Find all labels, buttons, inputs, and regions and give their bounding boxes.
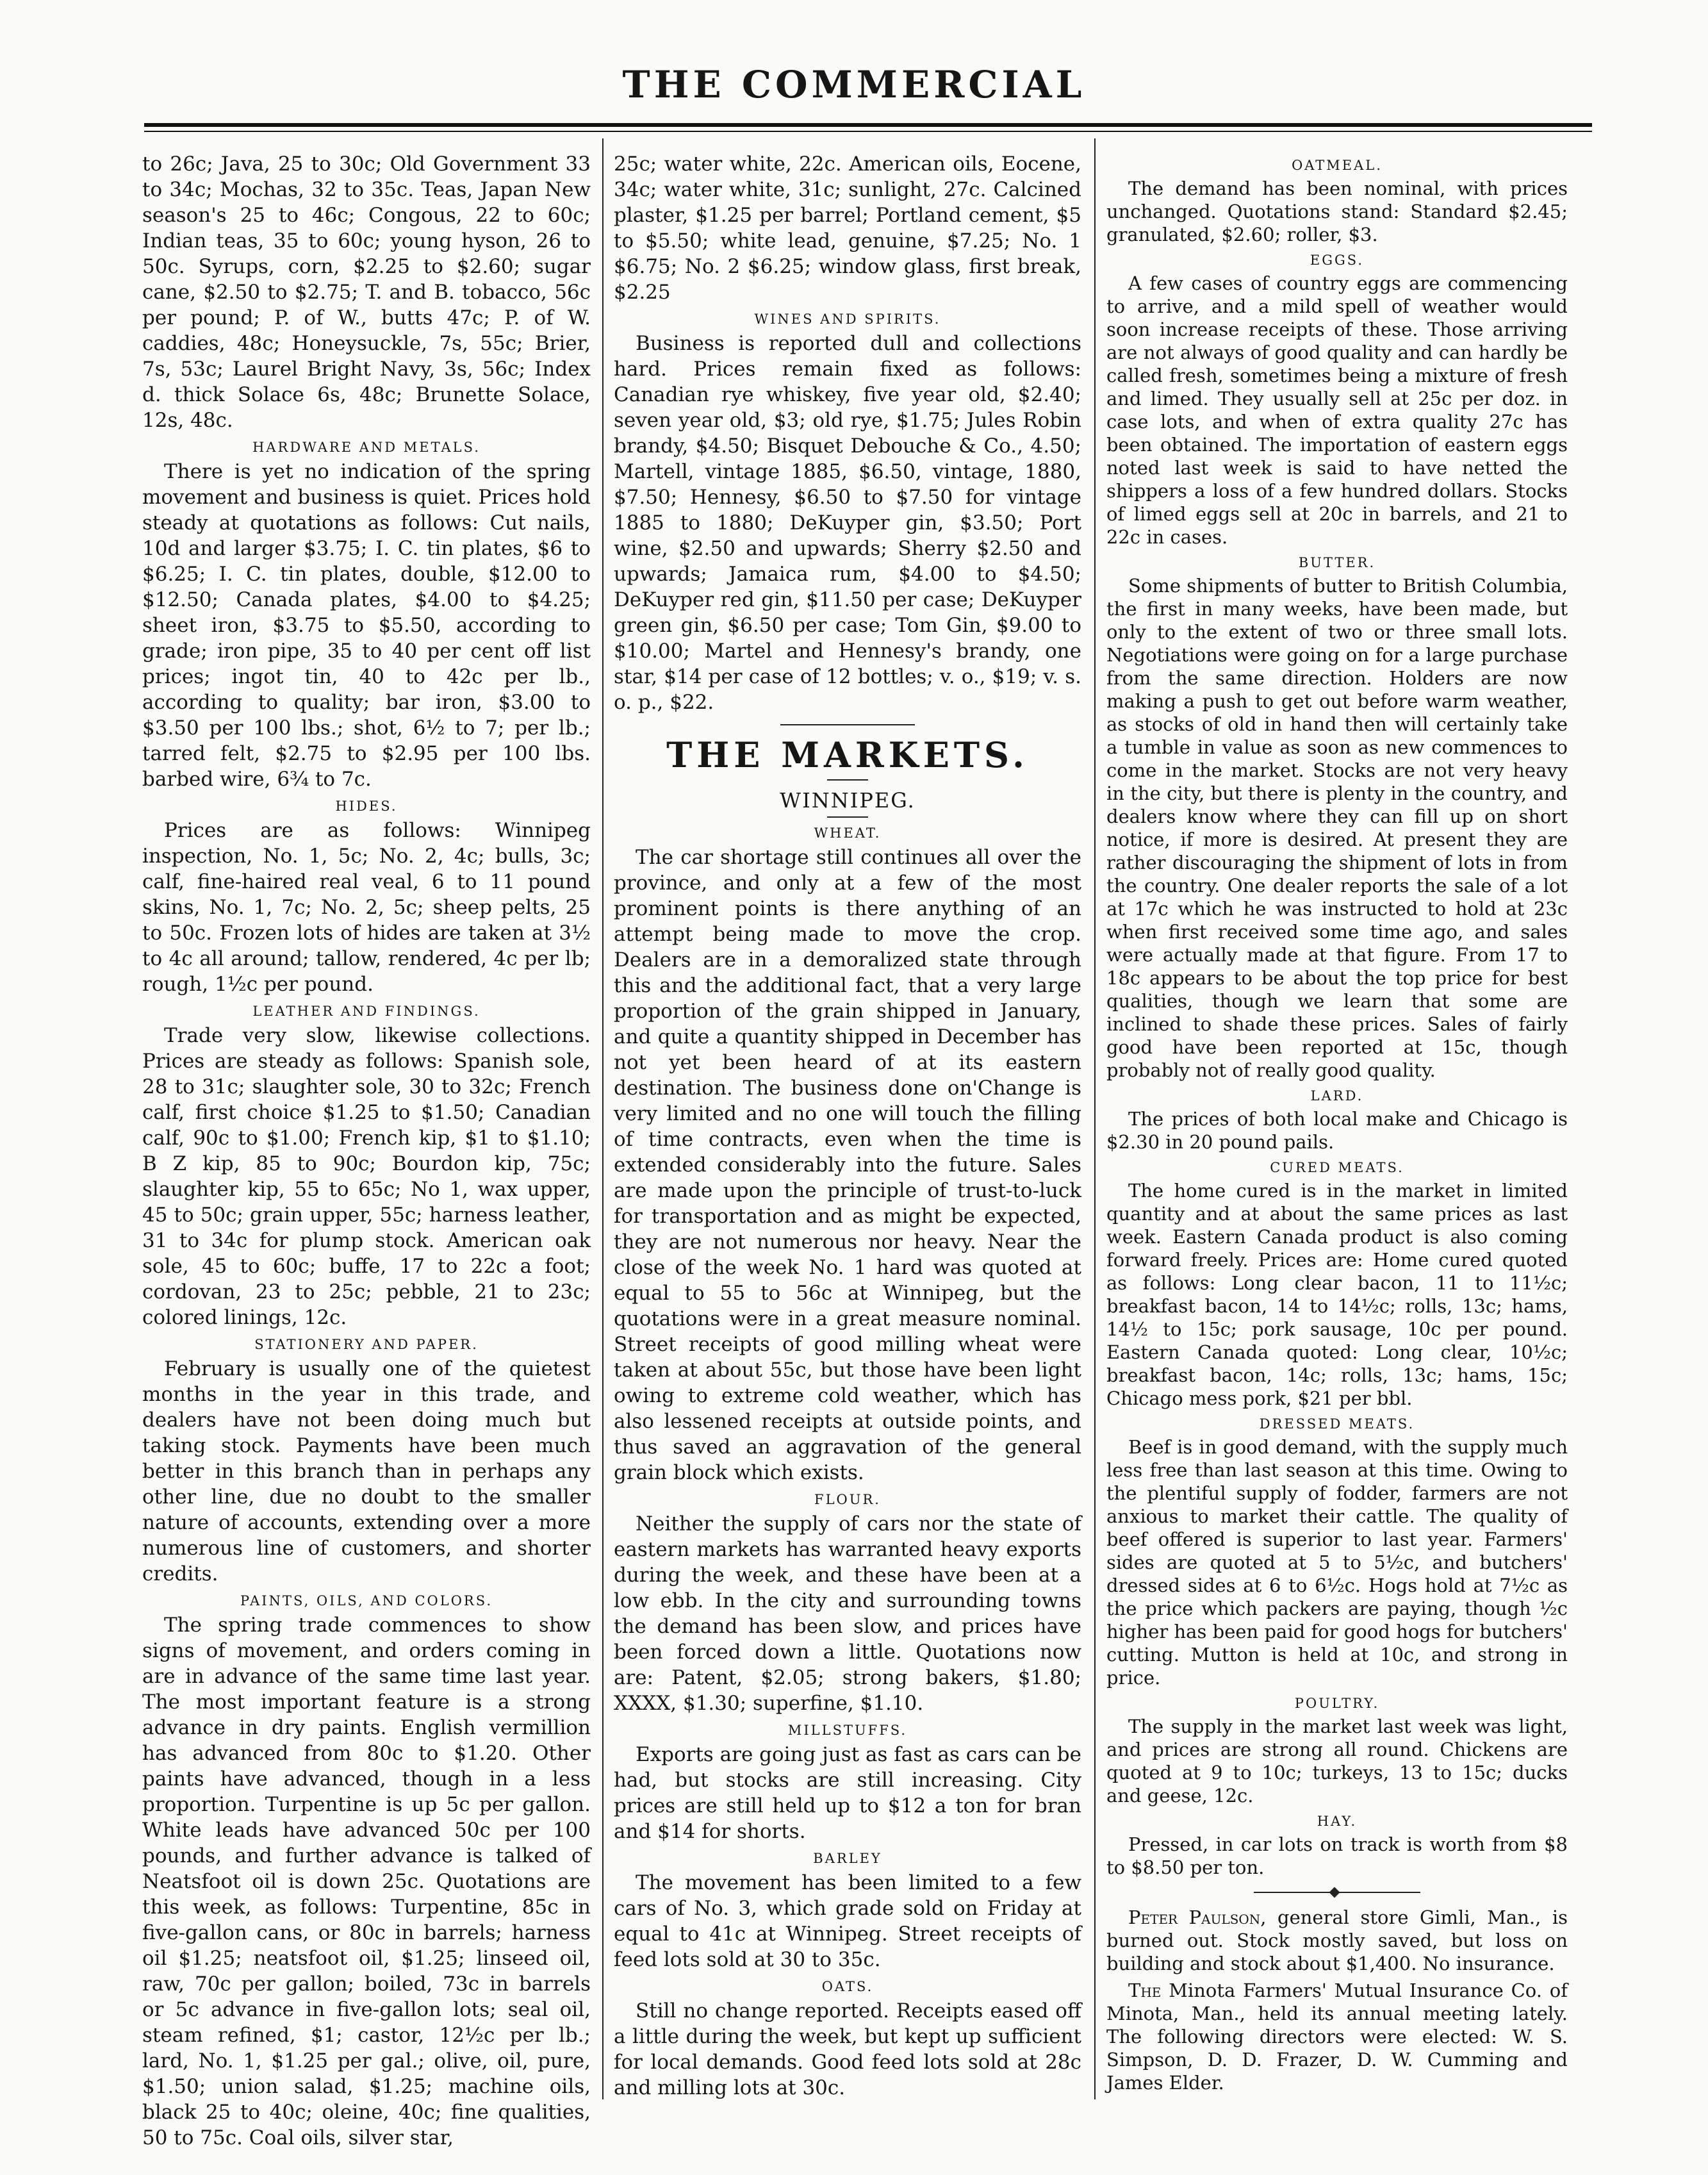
column-1: [142, 151, 591, 2149]
heading-butter: BUTTER.: [1298, 555, 1376, 570]
wines-text: Business is reported dull and collections hard. Prices remain fixed as follows: Canadian rye whiskey, five year old, $2.40; seven year old, $3; old rye, $1.75; Jules Robin brandy, $4.50; Bisquet Debouche & Co., 4.50; Martell, vintage 1885, $6.50, vintage, 1880, $7.50; Hennesy, $6.50 to $7.50 for vintage 1885 to 1880; DeKuyper gin, $3.50; Port wine, $2.50 and upwards; Sherry $2.50 and upwards; Jamaica rum, $4.00 to $4.50; DeKuyper red gin, $11.50 per case; DeKuyper green gin, $6.50 per case; Tom Gin, $9.00 to $10.00; Martel and Hennesy's brandy, one star, $14 per case of 12 bottles; v. o., $19; v. s. o. p., $22.: [614, 332, 1081, 714]
heading-lard: LARD.: [1310, 1088, 1364, 1104]
markets-title: THE MARKETS.: [666, 734, 1029, 775]
column-divider: [602, 138, 604, 2099]
masthead-rule-thin: [144, 131, 1592, 132]
leather-text: Trade very slow, likewise collections. Prices are steady as follows: Spanish sole, 28 to 31c; slaughter sole, 30 to 32c; French calf, first choice $1.25 to $1.50; Canadian calf, 90c to $1.00; French kip, $1 to $1.10; B Z kip, 85 to 90c; Bourdon kip, 75c; slaughter kip, 55 to 65c; No 1, wax upper, 45 to 50c; grain upper, 55c; harness leather, 31 to 34c for plump stock. American oak sole, 45 to 60c; buffe, 17 to 22c a foot; cordovan, 23 to 25c; pebble, 21 to 23c; colored linings, 12c.: [142, 1024, 591, 1329]
heading-millstuffs: MILLSTUFFS.: [787, 1723, 908, 1738]
heading-barley: BARLEY: [813, 1851, 882, 1866]
section-rule: [780, 724, 915, 725]
heading-oatmeal: OATMEAL.: [1292, 158, 1383, 173]
cured-meats-text: The home cured is in the market in limited quantity and at about the same prices as last week. Eastern Canada product is also coming forward freely. Prices are: Home cured quoted as follows: Long clear bacon, 11 to 11½c; breakfast bacon, 14 to 14½c; rolls, 13c; hams, 14½ to 15c; pork sausage, 10c per pound. Eastern Canada quoted: Long clear, 10½c; breakfast bacon, 14c; rolls, 13c; hams, 15c; Chicago mess pork, $21 per bbl.: [1106, 1180, 1568, 1409]
heading-flour: FLOUR.: [814, 1492, 881, 1507]
wheat-text: The car shortage still continues all over the province, and only at a few of the most prominent points is there anything of an attempt being made to move the crop. Dealers are in a demoralized state through this and the additional fact, that a very large proportion of the grain shipped in January, and quite a quantity shipped in December has not yet been heard of at its eastern destination. The business done on'Change is very limited and no one will touch the filling of time contracts, even when the time is extended considerably into the future. Sales are made upon the principle of trust-to-luck for transportation and as might be expected, they are not numerous nor heavy. Near the close of the week No. 1 hard was quoted at equal to 55 to 56c at Winnipeg, but the quotations were in a great measure nominal. Street receipts of good milling wheat were taken at about 55c, but those have been light owing to extreme cold weather, which has also lessened receipts at outside points, and thus saved an aggravation of the general grain block which exists.: [614, 846, 1081, 1484]
heading-wheat: WHEAT.: [814, 825, 882, 841]
heading-stationery: STATIONERY AND PAPER.: [254, 1337, 479, 1352]
news-item-lead: Peter Paulson,: [1128, 1906, 1267, 1928]
butter-text: Some shipments of butter to British Columbia, the first in many weeks, have been made, but only to the extent of two or three small lots. Negotiations were going on for a large purchase from the same direction. Holders are now making a push to get out before warm weather, as stocks of old in hand then will certainly take a tumble in value as soon as new commences to come in the market. Stocks are not very heavy in the city, but there is plenty in the country, and dealers know where they can fill up on short notice, if more is desired. At present they are rather discouraging the shipment of lots in from the country. One dealer reports the sale of a lot at 17c which he was instructed to hold at 23c when first received some time ago, and sales were actually made at that figure. From 17 to 18c appears to be about the top price for best qualities, though we learn that some are inclined to shade these prices. Sales of fairly good have been reported at 15c, though probably not of really good quality.: [1106, 575, 1568, 1081]
ornamental-rule: [1254, 1892, 1420, 1893]
heading-leather: LEATHER AND FINDINGS.: [252, 1004, 480, 1019]
oils-continued: 25c; water white, 22c. American oils, Eocene, 34c; water white, 31c; sunlight, 27c. Calcined plaster, $1.25 per barrel; Portland cement, $5 to $5.50; white lead, genuine, $7.25; No. 1 $6.75; No. 2 $6.25; window glass, first break, $2.25: [614, 153, 1081, 304]
barley-text: The movement has been limited to a few cars of No. 3, which grade sold on Friday at equal to 41c at Winnipeg. Street receipts of feed lots sold at 30 to 35c.: [614, 1871, 1081, 1971]
dressed-meats-text: Beef is in good demand, with the supply much less free than last season at this time. Owing to the plentiful supply of fodder, farmers are not anxious to market their cattle. The quality of beef offered is superior to last year. Farmers' sides are quoted at 5 to 5½c, and butchers' dressed sides at 6 to 6½c. Hogs hold at 7½c as the price which packers are paying, though ½c higher has been paid for good hogs for butchers' cutting. Mutton is held at 10c, and strong in price.: [1106, 1436, 1568, 1689]
heading-wines: WINES AND SPIRITS.: [754, 311, 941, 327]
subtitle-rule: [827, 816, 868, 818]
news-item-body: general store Gimli, Man., is burned out. Stock mostly saved, but loss on building and stock about $1,400. No insurance.: [1106, 1906, 1568, 1974]
news-item-lead: The: [1128, 1980, 1162, 2001]
title-rule: [827, 779, 868, 781]
hay-text: Pressed, in car lots on track is worth from $8 to $8.50 per ton.: [1106, 1833, 1568, 1878]
heading-dressed-meats: DRESSED MEATS.: [1259, 1416, 1415, 1432]
oatmeal-text: The demand has been nominal, with prices unchanged. Quotations stand: Standard $2.45; granulated, $2.60; roller, $3.: [1106, 178, 1568, 245]
heading-paints: PAINTS, OILS, AND COLORS.: [240, 1593, 493, 1609]
flour-text: Neither the supply of cars nor the state of eastern markets has warranted heavy exports during the week, and these have been at a low ebb. In the city and surrounding towns the demand has been slow, and prices have been forced down a little. Quotations now are: Patent, $2.05; strong bakers, $1.80; XXXX, $1.30; superfine, $1.10.: [614, 1512, 1081, 1715]
news-item-body: Minota Farmers' Mutual Insurance Co. of Minota, Man., held its annual meeting lately. The following directors were elected: W. S. Simpson, D. D. Frazer, D. W. Cumming and James Elder.: [1106, 1980, 1568, 2094]
news-item-paulson: [1106, 1906, 1568, 1975]
heading-hardware: HARDWARE AND METALS.: [252, 440, 480, 455]
groceries-continued: to 26c; Java, 25 to 30c; Old Government 33 to 34c; Mochas, 32 to 35c. Teas, Japan New season's 25 to 46c; Congous, 22 to 60c; Indian teas, 35 to 60c; young hyson, 26 to 50c. Syrups, corn, $2.25 to $2.60; sugar cane, $2.50 to $2.75; T. and B. tobacco, 56c per pound; P. of W., butts 47c; P. of W. caddies, 48c; Honeysuckle, 7s, 55c; Brier, 7s, 53c; Laurel Bright Navy, 3s, 56c; Index d. thick Solace 6s, 48c; Brunette Solace, 12s, 48c.: [142, 153, 591, 432]
millstuffs-text: Exports are going just as fast as cars can be had, but stocks are still increasing. City prices are still held up to $12 a ton for bran and $14 for shorts.: [614, 1743, 1081, 1843]
masthead: THE COMMERCIAL: [622, 63, 1086, 106]
hides-text: Prices are as follows: Winnipeg inspection, No. 1, 5c; No. 2, 4c; bulls, 3c; calf, fine-haired real veal, 6 to 11 pound skins, No. 1, 7c; No. 2, 5c; sheep pelts, 25 to 50c. Frozen lots of hides are taken at 3½ to 4c all around; tallow, rendered, 4c per lb; rough, 1½c per pound.: [142, 819, 591, 996]
poultry-text: The supply in the market last week was light, and prices are strong all round. Chickens are quoted at 9 to 10c; turkeys, 13 to 15c; ducks and geese, 12c.: [1106, 1716, 1568, 1807]
lard-text: The prices of both local make and Chicago is $2.30 in 20 pound pails.: [1106, 1108, 1568, 1153]
paints-text: The spring trade commences to show signs of movement, and orders coming in are in advance of the same time last year. The most important feature is a strong advance in dry paints. English vermillion has advanced from 80c to $1.20. Other paints have advanced, though in a less proportion. Turpentine is up 5c per gallon. White leads have advanced 50c per 100 pounds, and further advance is talked of Neatsfoot oil is down 25c. Quotations are this week, as follows: Turpentine, 85c in five-gallon cans, or 80c in barrels; harness oil $1.25; neatsfoot oil, $1.25; linseed oil, raw, 70c per gallon; boiled, 73c in barrels or 5c advance in five-gallon lots; seal oil, steam refined, $1; castor, 12½c per lb.; lard, No. 1, $1.25 per gal.; olive, oil, pure, $1.50; union salad, $1.25; machine oils, black 25 to 40c; oleine, 40c; fine qualities, 50 to 75c. Coal oils, silver star,: [142, 1614, 591, 2149]
hardware-text: There is yet no indication of the spring movement and business is quiet. Prices hold steady at quotations as follows: Cut nails, 10d and larger $3.75; I. C. tin plates, $6 to $6.25; I. C. tin plates, double, $12.00 to $12.50; Canada plates, $4.00 to $4.25; sheet iron, $3.75 to $5.50, according to grade; iron pipe, 35 to 40 per cent off list prices; ingot tin, 40 to 42c per lb., according to quality; bar iron, $3.00 to $3.50 per 100 lbs.; shot, 6½ to 7; per lb.; tarred felt, $2.75 to $2.95 per 100 lbs. barbed wire, 6¾ to 7c.: [142, 460, 591, 791]
eggs-text: A few cases of country eggs are commencing to arrive, and a mild spell of weather would soon increase receipts of these. Those arriving are not always of good quality and can hardly be called fresh, sometimes being a mixture of fresh and limed. They usually sell at 25c per doz. in case lots, and when of extra quality 27c has been obtained. The importation of eastern eggs noted last week is said to have netted the shippers a loss of a few hundred dollars. Stocks of limed eggs sell at 20c in barrels, and 21 to 22c in cases.: [1106, 272, 1568, 548]
heading-poultry: POULTRY.: [1294, 1696, 1380, 1711]
news-item-minota: [1106, 1979, 1568, 2094]
column-3: [1106, 151, 1568, 2106]
heading-hay: HAY.: [1317, 1814, 1358, 1829]
heading-eggs: EGGS.: [1310, 252, 1365, 268]
column-2: [614, 151, 1081, 2106]
heading-oats: OATS.: [821, 1979, 874, 1994]
masthead-rule: [144, 123, 1592, 127]
column-divider: [1094, 138, 1096, 2099]
oats-text: Still no change reported. Receipts eased off a little during the week, but kept up sufficient for local demands. Good feed lots sold at 28c and milling lots at 30c.: [614, 1999, 1081, 2099]
heading-cured-meats: CURED MEATS.: [1270, 1160, 1404, 1175]
heading-hides: HIDES.: [335, 798, 398, 814]
stationery-text: February is usually one of the quietest months in the year in this trade, and dealers have not been doing much but taking stock. Payments have been much better in this branch than in perhaps any other line, due no doubt to the smaller nature of accounts, extending over a more numerous line of customers, and shorter credits.: [142, 1357, 591, 1585]
winnipeg-subtitle: WINNIPEG.: [780, 788, 916, 813]
